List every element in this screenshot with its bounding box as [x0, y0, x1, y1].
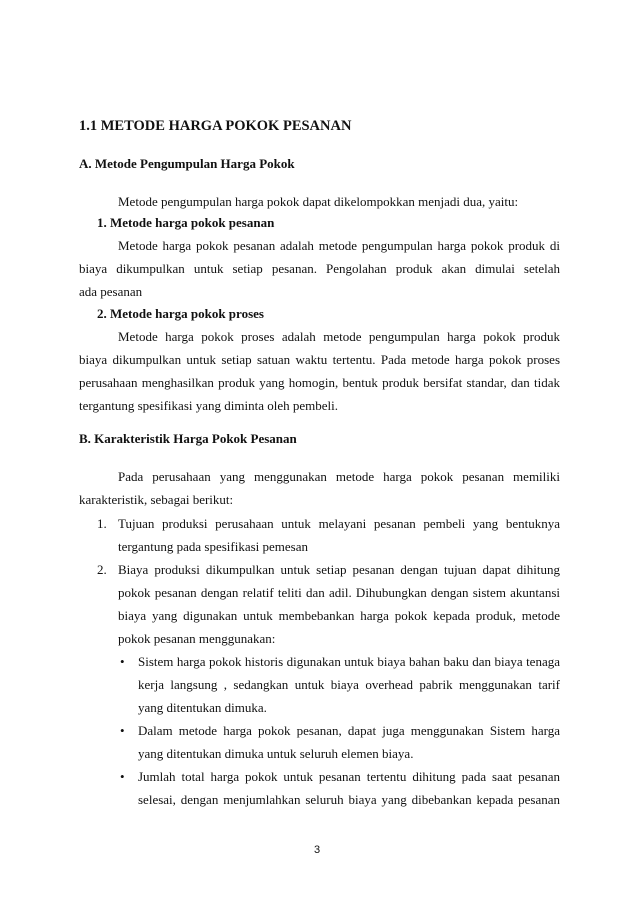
- section-title: 1.1 METODE HARGA POKOK PESANAN: [79, 118, 352, 134]
- bullet-1-line: yang ditentukan dimuka.: [138, 700, 267, 715]
- method-2-line: biaya dikumpulkan untuk setiap satuan waktu tertentu. Pada metode harga pokok proses: [79, 352, 560, 367]
- method-2-line: tergantung spesifikasi yang diminta oleh pembeli.: [79, 398, 338, 413]
- characteristic-2-line: Biaya produksi dikumpulkan untuk setiap pesanan dengan tujuan dapat dihitung: [118, 562, 560, 577]
- characteristic-1-line: Tujuan produksi perusahaan untuk melayani pesanan pembeli yang bentuknya: [118, 516, 560, 531]
- method-2-line: perusahaan menghasilkan produk yang homogin, bentuk produk bersifat standar, dan tidak: [79, 375, 560, 390]
- characteristic-1-line: tergantung pada spesifikasi pemesan: [118, 539, 309, 554]
- bullet-1-line: kerja langsung , sedangkan untuk biaya overhead pabrik menggunakan tarif: [138, 677, 560, 692]
- bullet-2-line: yang ditentukan dimuka untuk seluruh elemen biaya.: [138, 746, 414, 761]
- characteristic-2-line: pokok pesanan menggunakan:: [118, 631, 276, 646]
- section-b-heading: B. Karakteristik Harga Pokok Pesanan: [79, 431, 297, 446]
- method-1-label: 1. Metode harga pokok pesanan: [97, 215, 275, 230]
- method-2-label: 2. Metode harga pokok proses: [97, 306, 264, 321]
- section-b-intro-line: karakteristik, sebagai berikut:: [79, 492, 234, 507]
- method-1-line: ada pesanan: [79, 284, 143, 299]
- method-1-line: Metode harga pokok pesanan adalah metode pengumpulan harga pokok produk di: [118, 238, 560, 253]
- section-a-heading: A. Metode Pengumpulan Harga Pokok: [79, 156, 295, 171]
- bullet-icon: •: [120, 769, 125, 784]
- bullet-icon: •: [120, 723, 125, 738]
- page-number: 3: [314, 844, 321, 856]
- bullet-2-line: Dalam metode harga pokok pesanan, dapat juga menggunakan Sistem harga: [138, 723, 560, 738]
- characteristic-2-line: pokok pesanan dengan relatif teliti dan adil. Dihubungkan dengan sistem akuntansi: [118, 585, 560, 600]
- section-b-intro-line: Pada perusahaan yang menggunakan metode harga pokok pesanan memiliki: [118, 469, 560, 484]
- bullet-3-line: Jumlah total harga pokok untuk pesanan tertentu dihitung pada saat pesanan: [138, 769, 560, 784]
- characteristic-2-number: 2.: [97, 562, 107, 577]
- bullet-icon: •: [120, 654, 125, 669]
- bullet-1-line: Sistem harga pokok historis digunakan untuk biaya bahan baku dan biaya tenaga: [138, 654, 560, 669]
- method-1-line: biaya dikumpulkan untuk setiap pesanan. Pengolahan produk akan dimulai setelah: [79, 261, 560, 276]
- characteristic-1-number: 1.: [97, 516, 107, 531]
- bullet-3-line: selesai, dengan menjumlahkan seluruh biaya yang dibebankan kepada pesanan: [138, 792, 560, 807]
- section-a-intro: Metode pengumpulan harga pokok dapat dikelompokkan menjadi dua, yaitu:: [118, 194, 519, 209]
- method-2-line: Metode harga pokok proses adalah metode pengumpulan harga pokok produk: [118, 329, 560, 344]
- characteristic-2-line: biaya yang digunakan untuk membebankan harga pokok kepada produk, metode: [118, 608, 560, 623]
